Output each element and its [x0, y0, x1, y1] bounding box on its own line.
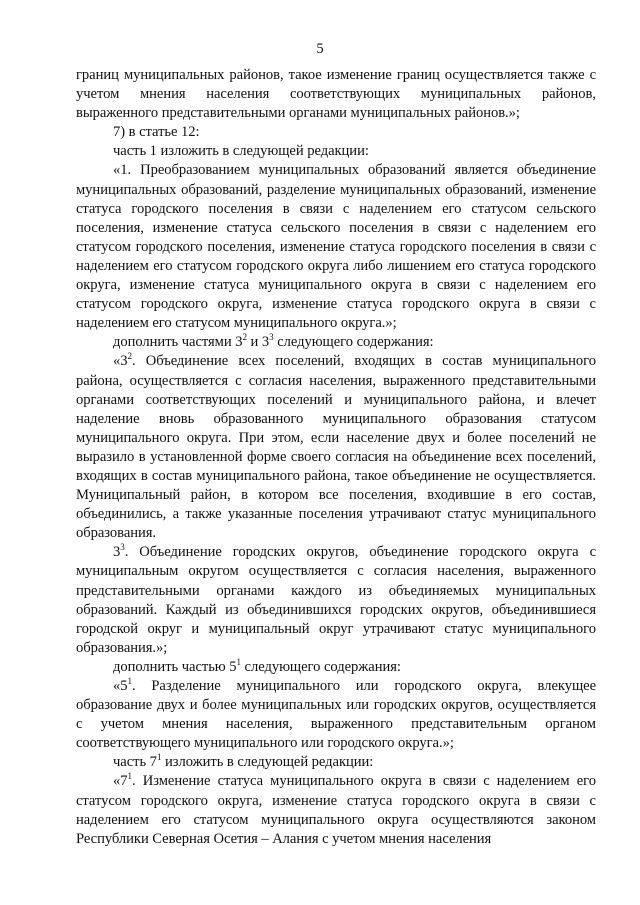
paragraph-text: . Изменение статуса муниципального округа в связи с наделением его статусом городского округа, изменение статуса городского округа в связи с наделением его статусом муниципального округа осуществляются законом Республики Северная Осетия – Алания с учетом мнения населения	[76, 773, 596, 847]
paragraph-text: следующего содержания:	[240, 658, 401, 675]
paragraph	[76, 658, 596, 677]
paragraph	[76, 772, 596, 848]
paragraph-text: 3	[113, 544, 121, 561]
paragraph	[76, 161, 596, 333]
paragraph	[76, 677, 596, 753]
superscript-index: 1	[156, 752, 162, 763]
paragraph	[76, 352, 596, 543]
paragraph-text: дополнить частью 5	[113, 658, 237, 675]
paragraph	[76, 543, 596, 658]
superscript-index: 1	[127, 676, 132, 687]
paragraph-text: следующего содержания:	[273, 334, 434, 351]
paragraph	[76, 753, 596, 772]
superscript-index: 3	[269, 332, 274, 343]
paragraph-text: «3	[113, 353, 128, 370]
paragraph	[76, 66, 596, 123]
superscript-index: 3	[120, 542, 125, 553]
page-number: 5	[316, 41, 324, 57]
paragraph-text: дополнить частями 3	[113, 334, 243, 351]
paragraph	[76, 123, 596, 142]
paragraph-text: часть 7	[113, 754, 157, 771]
paragraph-text: . Разделение муниципального или городского округа, влекущее образование двух и более муниципальных или городских округов, осуществляется с учетом мнения населения, выраженного представительным органом соответствующего муниципального или городского округа.»;	[76, 678, 596, 752]
superscript-index: 1	[127, 771, 132, 782]
paragraph-text: границ муниципальных районов, такое изменение границ осуществляется также с учетом мнения населения соответствующих муниципальных районов, выраженного представительными органами муниципальных районов.»;	[76, 67, 596, 122]
superscript-index: 2	[127, 351, 132, 362]
paragraph-text: . Объединение всех поселений, входящих в состав муниципального района, осуществляется с согласия населения, выраженного представительными органами соответствующих поселений и муниципального района, и влечет наделение вновь образованного муниципального образования статусом муниципального округа. При этом, если население двух и более поселений не выразило в установленной форме своего согласия на объединение всех поселений, входящих в состав муниципального района, такое объединение не осуществляется. Муниципальный район, в котором все поселения, входившие в его состав, объединились, а также указанные поселения утрачивают статус муниципального образования.	[76, 353, 596, 542]
superscript-index: 1	[236, 657, 241, 668]
document-body	[76, 66, 596, 849]
paragraph-text: 7) в статье 12:	[113, 124, 200, 141]
paragraph	[76, 142, 596, 161]
paragraph-text: «1. Преобразованием муниципальных образований является объединение муниципальных образований, разделение муниципальных образований, изменение статуса городского поселения в связи с наделением его статусом сельского поселения, изменение статуса сельского поселения в связи с наделением его статусом городского поселения, изменение статуса городского поселения в связи с наделением его статусом городского округа либо лишением его статуса городского округа, изменение статуса муниципального округа в связи с наделением его статусом городского округа, изменение статуса городского округа в связи с наделением его статусом муниципального округа.»;	[76, 162, 596, 332]
paragraph-text: «7	[113, 773, 128, 790]
paragraph	[76, 333, 596, 352]
paragraph-text: изложить в следующей редакции:	[161, 754, 374, 771]
paragraph-text: часть 1 изложить в следующей редакции:	[113, 143, 369, 160]
paragraph-text: и 3	[246, 334, 270, 351]
paragraph-text: «5	[113, 678, 128, 694]
superscript-index: 2	[242, 332, 247, 343]
paragraph-text: . Объединение городских округов, объединение городского округа с муниципальным округом осуществляется с согласия населения, выраженного представительными органами каждого из объединяемых муниципальных образований. Каждый из объединившихся городских округов, объединившиеся городской округ и муниципальный округ утрачивают статус муниципального образования.»;	[76, 544, 596, 656]
